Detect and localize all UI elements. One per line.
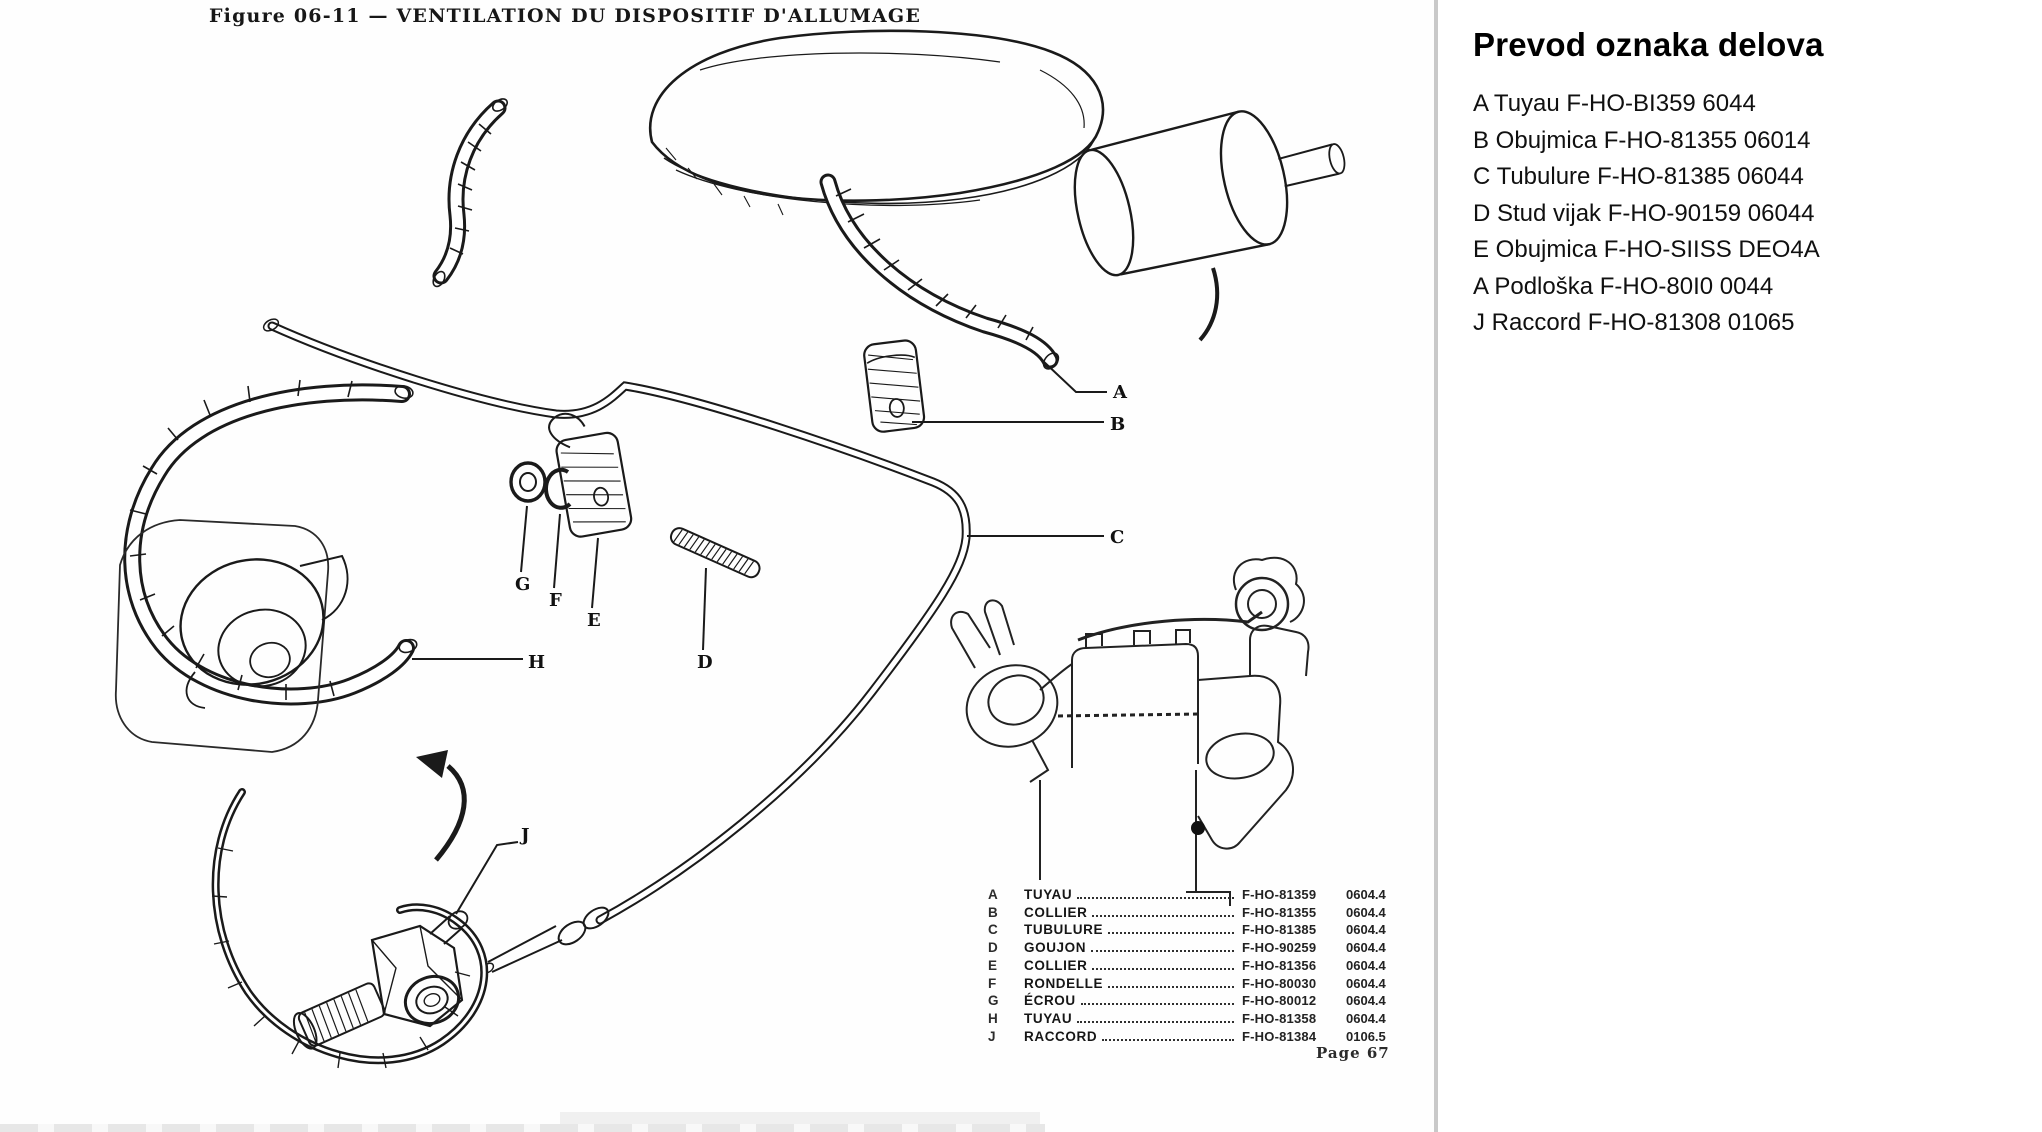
translation-item: D Stud vijak F-HO-90159 06044 [1473, 199, 1815, 227]
part-letter: E [988, 957, 998, 973]
diagram-label-j: J [521, 825, 530, 846]
translation-item: A Tuyau F-HO-BI359 6044 [1473, 90, 1756, 117]
part-code: 0604.4 [1346, 922, 1386, 938]
part-number: F-HO-80012 [1242, 993, 1317, 1009]
part-name: GOUJON [1024, 940, 1087, 955]
dot-leader [1102, 1039, 1234, 1041]
table-row [988, 973, 1396, 991]
hose-loop [212, 792, 484, 1068]
part-code: 0604.4 [1346, 957, 1386, 973]
translation-item: B Obujmica F-HO-81355 06014 [1473, 126, 1811, 154]
part-name: TUYAU [1024, 886, 1073, 902]
dot-leader [1092, 915, 1234, 917]
part-letter: G [988, 993, 999, 1009]
diagram-label-a: A [1113, 382, 1127, 403]
dot-leader [1081, 1003, 1234, 1005]
part-code: 0106.5 [1346, 1028, 1386, 1044]
diagram-label-h: H [528, 652, 546, 673]
air-cleaner-dome [650, 31, 1103, 215]
tube-c [262, 317, 967, 920]
engine-inset [951, 558, 1308, 906]
table-row [988, 955, 1396, 973]
table-row [988, 1008, 1396, 1026]
part-letter: F [988, 975, 997, 991]
parts-table [988, 884, 1396, 1044]
part-letter: B [988, 904, 998, 920]
panel-divider [1434, 0, 1438, 1132]
figure-caption: Figure 06-11 — VENTILATION DU DISPOSITIF D'ALLUMAGE [208, 5, 922, 27]
diagram-label-g: G [515, 574, 531, 595]
hose-h [130, 380, 419, 700]
hose-top-left [431, 96, 510, 288]
part-name: COLLIER [1024, 904, 1088, 920]
translation-item: A Podloška F-HO-80I0 0044 [1473, 272, 1774, 300]
rotation-arrow [416, 750, 464, 860]
part-letter: C [988, 922, 998, 938]
part-number: F-HO-81359 [1242, 886, 1317, 902]
table-row [988, 937, 1396, 955]
dot-leader [1092, 968, 1234, 970]
dot-leader [1091, 950, 1234, 952]
cylinder-drain-hose [1200, 268, 1217, 340]
dot-leader [1108, 986, 1234, 988]
part-number: F-HO-81355 [1242, 904, 1317, 920]
part-number: F-HO-81385 [1242, 922, 1317, 938]
part-name: COLLIER [1024, 957, 1088, 973]
translation-item: C Tubulure F-HO-81385 06044 [1473, 163, 1804, 190]
part-letter: A [988, 886, 998, 902]
table-row [988, 991, 1396, 1009]
diagram-label-e: E [587, 610, 601, 631]
cylinder-body [1063, 91, 1359, 285]
dot-leader [1108, 932, 1234, 934]
dot-leader [1077, 897, 1234, 899]
part-number: F-HO-81358 [1242, 1011, 1317, 1026]
part-name: RACCORD [1024, 1028, 1098, 1044]
dot-leader [1077, 1021, 1234, 1023]
table-row [988, 902, 1396, 920]
translation-list [1473, 86, 2033, 342]
tube-c-end-fitting [481, 903, 612, 974]
diagram-label-f: F [549, 590, 562, 611]
scan-artifact-band [0, 1124, 1045, 1132]
nut-g [511, 463, 545, 501]
stud-d [668, 526, 762, 580]
translation-panel [1473, 0, 2033, 342]
translation-item: J Raccord F-HO-81308 01065 [1473, 309, 1795, 336]
translation-panel-title: Prevod oznaka delova [1473, 26, 1824, 63]
part-number: F-HO-81384 [1242, 1028, 1317, 1044]
part-number: F-HO-80030 [1242, 975, 1317, 991]
diagram-label-c: C [1110, 527, 1125, 548]
leader-lines [412, 360, 1107, 914]
table-row [988, 1026, 1396, 1044]
part-name: TUYAU [1024, 1011, 1073, 1026]
part-letter: J [988, 1028, 996, 1044]
part-number: F-HO-90259 [1242, 940, 1317, 955]
part-code: 0604.4 [1346, 993, 1386, 1009]
hose-a [828, 182, 1061, 372]
part-letter: D [988, 940, 998, 955]
part-name: RONDELLE [1024, 975, 1104, 991]
diagram-label-d: D [697, 652, 713, 673]
part-code: 0604.4 [1346, 975, 1386, 991]
table-row [988, 920, 1396, 938]
diagram-label-b: B [1110, 414, 1126, 435]
part-code: 0604.4 [1346, 1011, 1386, 1026]
part-number: F-HO-81356 [1242, 957, 1317, 973]
part-code: 0604.4 [1346, 904, 1386, 920]
part-letter: H [988, 1011, 998, 1026]
table-row [988, 884, 1396, 902]
part-name: TUBULURE [1024, 922, 1104, 938]
t-fitting-j [289, 908, 471, 1052]
part-name: ÉCROU [1024, 993, 1076, 1009]
part-code: 0604.4 [1346, 886, 1386, 902]
page-number: Page 67 [1316, 1044, 1390, 1062]
translation-item: E Obujmica F-HO-SIISS DEO4A [1473, 236, 1820, 263]
part-code: 0604.4 [1346, 940, 1386, 955]
clamp-b [863, 339, 925, 433]
